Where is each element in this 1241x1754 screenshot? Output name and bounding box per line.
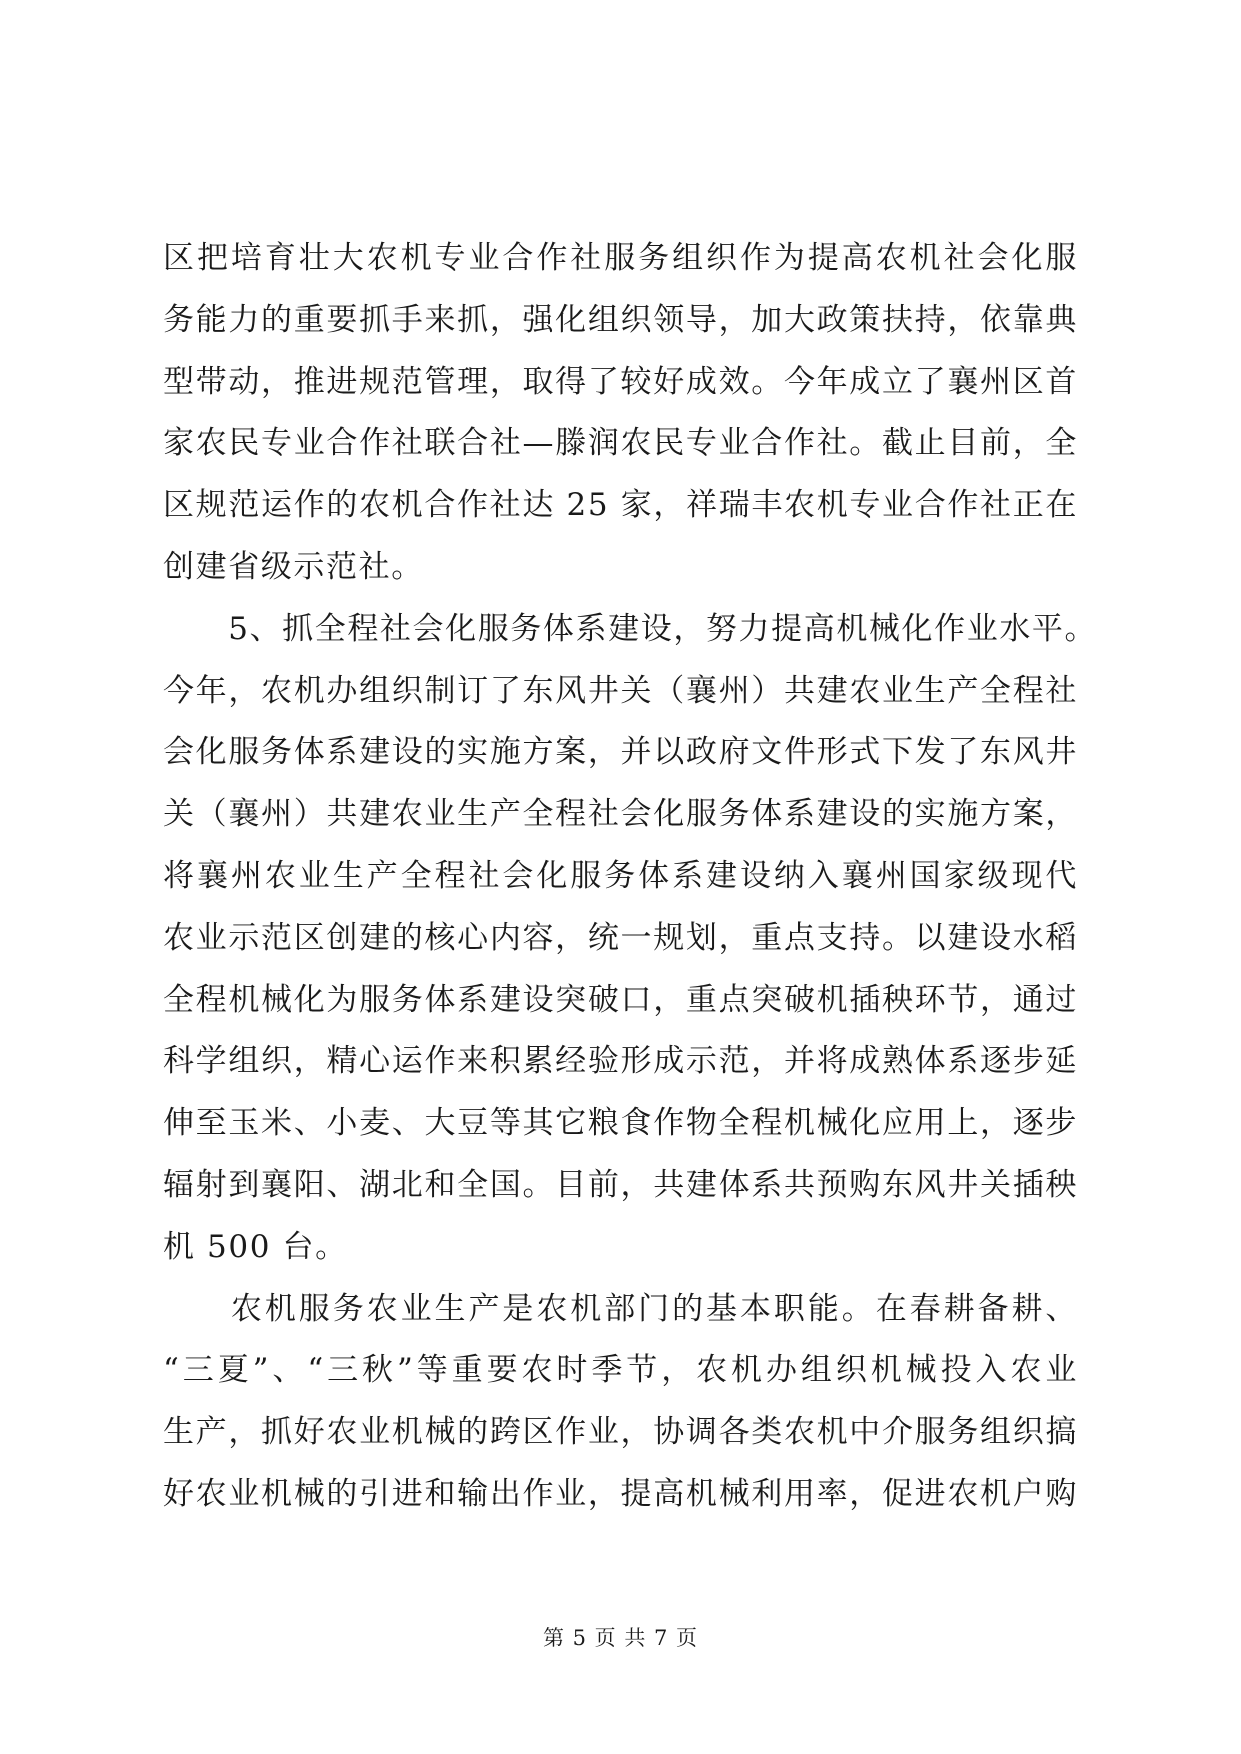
text-line: 会化服务体系建设的实施方案，并以政府文件形式下发了东风井 xyxy=(163,734,1078,771)
text-line: 伸至玉米、小麦、大豆等其它粮食作物全程机械化应用上，逐步 xyxy=(163,1105,1078,1142)
text-line: 辐射到襄阳、湖北和全国。目前，共建体系共预购东风井关插秧 xyxy=(163,1166,1078,1203)
text-line: 将襄州农业生产全程社会化服务体系建设纳入襄州国家级现代 xyxy=(163,857,1078,894)
text-line: 关（襄州）共建农业生产全程社会化服务体系建设的实施方案， xyxy=(163,796,1078,833)
text-line: 区规范运作的农机合作社达 25 家，祥瑞丰农机专业合作社正在 xyxy=(163,487,1078,524)
text-line: 区把培育壮大农机专业合作社服务组织作为提高农机社会化服 xyxy=(163,240,1078,276)
text-line: 今年，农机办组织制订了东风井关（襄州）共建农业生产全程社 xyxy=(163,672,1078,709)
text-line: 家农民专业合作社联合社—滕润农民专业合作社。截止目前，全 xyxy=(163,425,1078,462)
text-line: 农机服务农业生产是农机部门的基本职能。在春耕备耕、 xyxy=(163,1290,1078,1327)
text-line: 农业示范区创建的核心内容，统一规划，重点支持。以建设水稻 xyxy=(163,919,1078,956)
text-line: 型带动，推进规范管理，取得了较好成效。今年成立了襄州区首 xyxy=(163,363,1078,400)
text-line: “三夏”、“三秋”等重要农时季节，农机办组织机械投入农业 xyxy=(163,1352,1078,1389)
text-line: 5、抓全程社会化服务体系建设，努力提高机械化作业水平。 xyxy=(163,610,1098,647)
text-line: 科学组织，精心运作来积累经验形成示范，并将成熟体系逐步延 xyxy=(163,1043,1078,1080)
text-line: 创建省级示范社。 xyxy=(163,548,424,585)
text-line: 务能力的重要抓手来抓，强化组织领导，加大政策扶持，依靠典 xyxy=(163,301,1078,338)
body-text xyxy=(163,228,1098,1526)
text-line: 好农业机械的引进和输出作业，提高机械利用率，促进农机户购 xyxy=(163,1475,1078,1512)
text-line: 生产，抓好农业机械的跨区作业，协调各类农机中介服务组织搞 xyxy=(163,1414,1078,1451)
text-line: 全程机械化为服务体系建设突破口，重点突破机插秧环节，通过 xyxy=(163,981,1078,1018)
text-line: 机 500 台。 xyxy=(163,1228,348,1265)
page-footer: 第 5 页 共 7 页 xyxy=(542,1626,699,1650)
